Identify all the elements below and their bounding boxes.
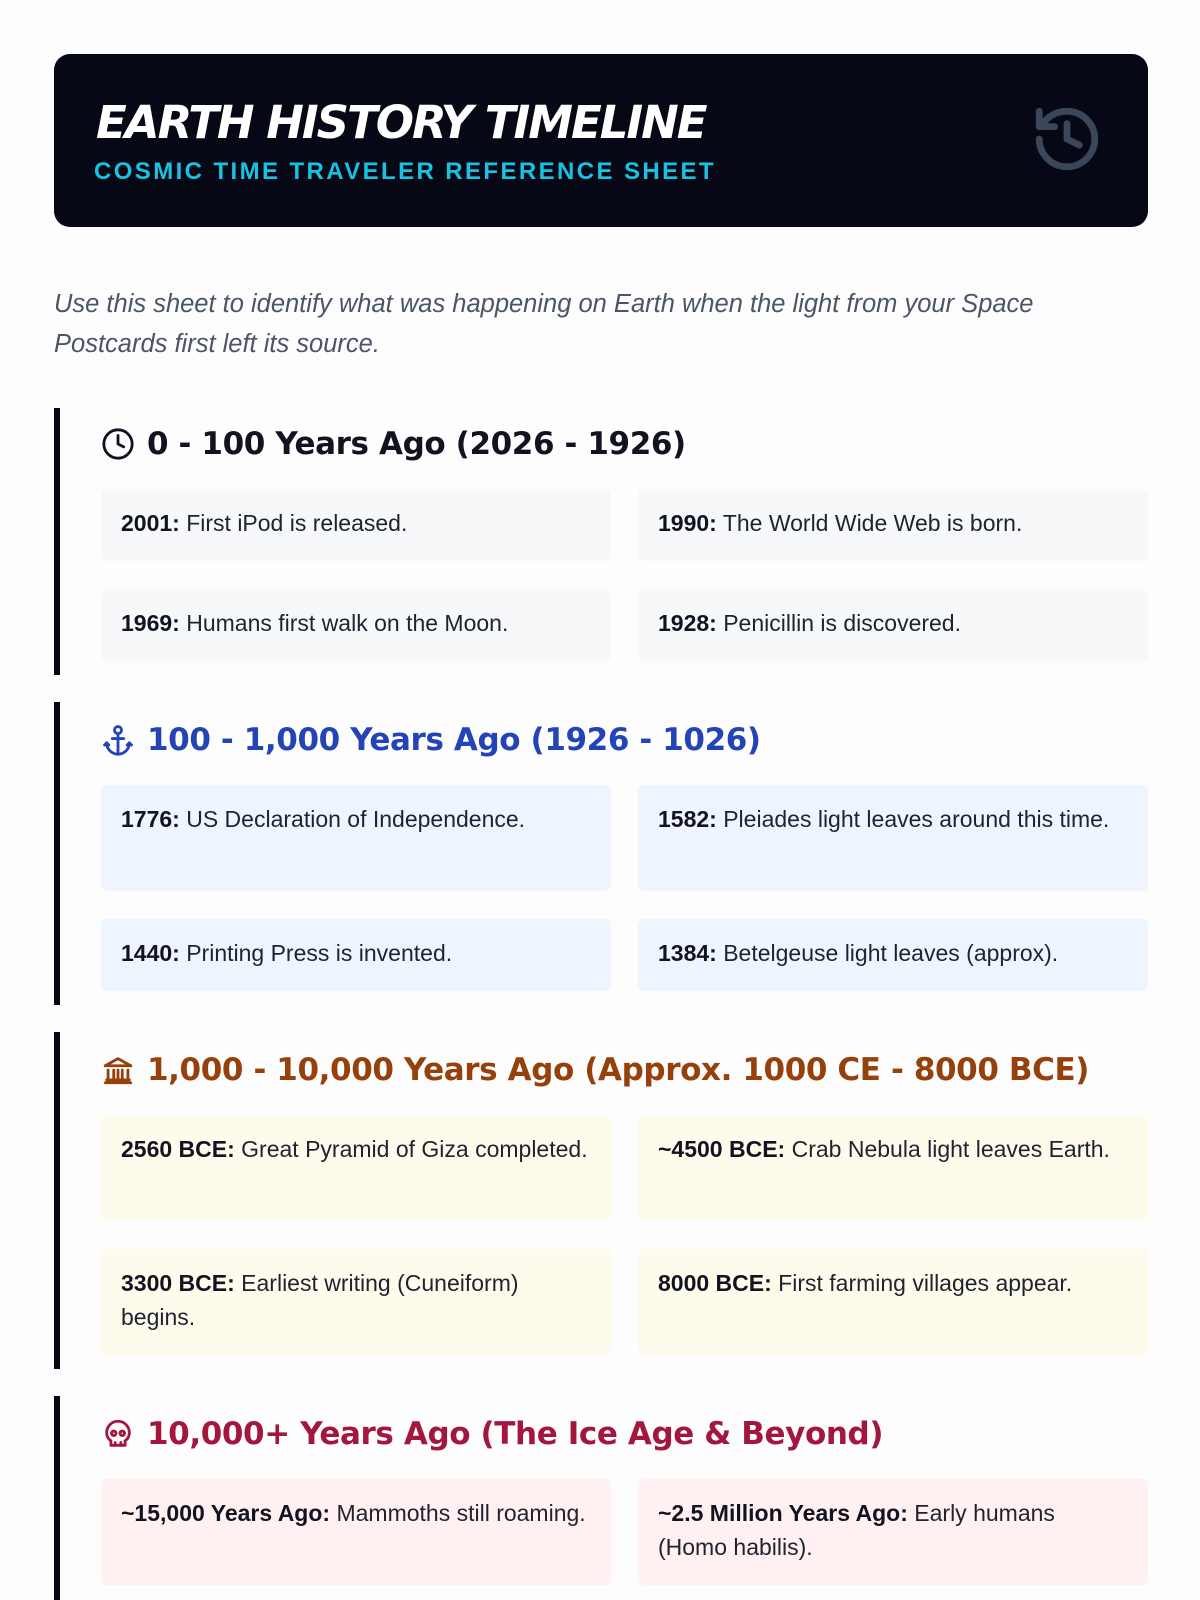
event-card [638,1115,1148,1221]
event-card [638,919,1148,991]
event-card [101,785,611,891]
event-card [638,489,1148,561]
event-date: 2001: [121,510,180,536]
event-date: 1969: [121,610,180,636]
event-text: Penicillin is discovered. [716,610,961,636]
event-date: 1440: [121,940,180,966]
event-date: 8000 BCE: [658,1270,772,1296]
anchor-icon [101,723,135,757]
event-date: ~15,000 Years Ago: [121,1500,331,1526]
landmark-icon [101,1053,135,1087]
history-icon [1030,102,1104,176]
event-grid [101,1479,1148,1600]
event-date: ~2.5 Million Years Ago: [658,1500,908,1526]
page-title: EARTH HISTORY TIMELINE [96,96,706,149]
event-card [101,489,611,561]
event-text: The World Wide Web is born. [716,510,1023,536]
event-grid [101,489,1148,661]
timeline-section-1000-10000 [54,1032,1148,1369]
event-date: 1990: [658,510,717,536]
event-card [101,1479,611,1585]
section-title: 100 - 1,000 Years Ago (1926 - 1026) [147,722,761,758]
event-text: Earliest writing (Cuneiform) begins. [121,1270,519,1330]
section-heading [101,720,1148,760]
section-heading [101,1414,1148,1454]
event-text: Crab Nebula light leaves Earth. [785,1136,1110,1162]
event-date: 1928: [658,610,717,636]
event-grid [101,1115,1148,1355]
section-heading [101,424,1148,464]
event-text: Early humans (Homo habilis). [658,1500,1055,1560]
event-date: 1776: [121,806,180,832]
event-text: Printing Press is invented. [179,940,453,966]
timeline-section-100-1000 [54,702,1148,1005]
event-date: 1582: [658,806,717,832]
event-card [638,785,1148,891]
event-card [101,1115,611,1221]
event-text: Betelgeuse light leaves (approx). [716,940,1059,966]
timeline-section-10000-plus [54,1396,1148,1600]
timeline-section-0-100 [54,408,1148,675]
event-date: 3300 BCE: [121,1270,235,1296]
section-heading [101,1050,1148,1090]
skull-icon [101,1417,135,1451]
event-text: Pleiades light leaves around this time. [716,806,1110,832]
section-title: 10,000+ Years Ago (The Ice Age & Beyond) [147,1416,884,1452]
section-title: 1,000 - 10,000 Years Ago (Approx. 1000 CE - 8000 BCE) [147,1052,1090,1088]
event-date: 2560 BCE: [121,1136,235,1162]
event-card [638,589,1148,661]
event-card [101,1249,611,1355]
event-card [101,919,611,991]
event-text: Humans first walk on the Moon. [179,610,509,636]
event-text: First farming villages appear. [771,1270,1073,1296]
page-subtitle: COSMIC TIME TRAVELER REFERENCE SHEET [94,158,716,185]
page [54,54,1148,1600]
event-date: ~4500 BCE: [658,1136,786,1162]
intro-text: Use this sheet to identify what was happening on Earth when the light from your Space Postcards first left its source. [54,290,1034,358]
event-card [638,1479,1148,1585]
section-title: 0 - 100 Years Ago (2026 - 1926) [147,426,686,462]
event-grid [101,785,1148,991]
header-banner [54,54,1148,227]
clock-icon [101,427,135,461]
event-text: US Declaration of Independence. [179,806,526,832]
event-card [101,589,611,661]
event-text: Mammoths still roaming. [330,1500,586,1526]
event-text: First iPod is released. [179,510,408,536]
event-card [638,1249,1148,1355]
event-text: Great Pyramid of Giza completed. [234,1136,588,1162]
event-date: 1384: [658,940,717,966]
